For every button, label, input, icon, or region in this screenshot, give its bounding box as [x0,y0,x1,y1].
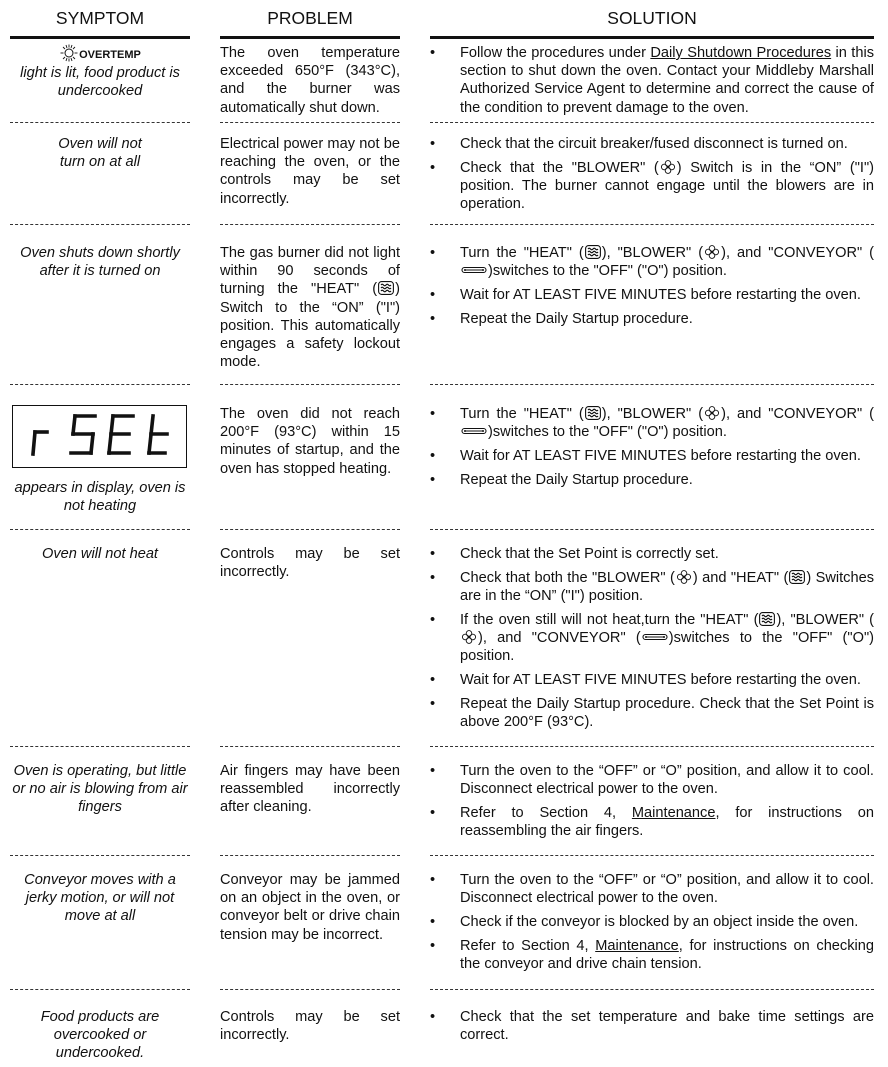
symptom-cell: appears in display, oven is not heating [14,480,186,515]
solution-item: • Check that both the "BLOWER" ( ) and "HEAT" ( ) Switches are in the “ON” ("I") position. [430,569,874,604]
bullet: • [430,914,436,930]
bullet: • [430,245,436,261]
row-divider [430,989,874,990]
problem-cell: Controls may be set incorrectly. [220,1009,400,1044]
symptom-cell [10,44,190,100]
problem-header-rule [220,36,400,39]
overtemp-sun-icon [59,44,79,62]
bullet: • [430,287,436,303]
solution-cell [430,44,874,122]
symptom-cell: Oven will not heat [41,546,158,562]
rset-display-code [13,406,185,466]
row-divider [220,224,400,225]
row-divider [220,989,400,990]
solution-header-rule [430,36,874,39]
problem-cell: The gas burner did not light within 90 seconds of turning the "HEAT" ( ) Switch to the “ON” ("I") position. This automatically engages a safety lockout mode. [220,245,400,371]
solution-cell [430,545,874,737]
heat-icon [759,612,775,626]
problem-cell: The oven temperature exceeded 650°F (343°C), and the burner was automatically shut down. [220,45,400,116]
solution-item: • Wait for AT LEAST FIVE MINUTES before restarting the oven. [430,672,861,688]
bullet: • [430,546,436,562]
row-divider [10,529,190,530]
row-divider [10,122,190,123]
row-divider [10,989,190,990]
solution-item: • Check if the conveyor is blocked by an object inside the oven. [430,914,859,930]
bullet: • [430,1009,436,1025]
solution-cell [430,244,874,334]
solution-item: • Follow the procedures under Daily Shutdown Procedures in this section to shut down the oven. Contact your Middleby Marshall Authorized Service Agent to determine and correct the cause of the condition to prevent damage to the oven. [430,45,874,116]
blower-icon [704,245,720,259]
solution-item: • Refer to Section 4, Maintenance, for instructions on reassembling the air fingers. [430,805,874,840]
conveyor-icon [461,424,487,438]
heat-icon [585,245,601,259]
solution-item: • Check that the circuit breaker/fused disconnect is turned on. [430,136,848,152]
symptom-cell: Food products are overcooked or undercooked. [40,1009,160,1062]
symptom-cell: Oven will not turn on at all [58,136,142,171]
overtemp-label: OVERTEMP [79,49,141,61]
daily-shutdown-link[interactable]: Daily Shutdown Procedures [650,45,832,61]
problem-cell: The oven did not reach 200°F (93°C) within 15 minutes of startup, and the oven has stopped heating. [220,406,400,477]
bullet: • [430,872,436,888]
heat-icon [378,281,394,295]
solution-cell [430,135,874,219]
row-divider [220,122,400,123]
solution-item: • Turn the oven to the “OFF” or “O” position, and allow it to cool. Disconnect electrical power to the oven. [430,763,874,798]
solution-cell [430,762,874,846]
heat-icon [585,406,601,420]
row-divider [10,746,190,747]
solution-item: • Turn the oven to the “OFF” or “O” position, and allow it to cool. Disconnect electrical power to the oven. [430,872,874,907]
bullet: • [430,672,436,688]
symptom-text: light is lit, food product is undercooked [20,65,180,100]
solution-cell [430,405,874,495]
maintenance-link[interactable]: Maintenance [631,805,716,821]
conveyor-icon [642,630,668,644]
bullet: • [430,763,436,779]
bullet: • [430,569,436,586]
row-divider [430,122,874,123]
row-divider [430,224,874,225]
solution-item: • Check that the set temperature and bake time settings are correct. [430,1009,874,1044]
blower-icon [704,406,720,420]
solution-item: • Wait for AT LEAST FIVE MINUTES before restarting the oven. [430,287,861,303]
bullet: • [430,159,436,176]
blower-icon [461,630,477,644]
row-divider [10,384,190,385]
bullet: • [430,805,436,821]
row-divider [430,855,874,856]
row-divider [220,855,400,856]
symptom-cell: Conveyor moves with a jerky motion, or will not move at all [24,872,176,925]
problem-header: PROBLEM [267,8,353,28]
row-divider [220,384,400,385]
solution-item: • Check that the "BLOWER" ( ) Switch is in the “ON” ("I") position. The burner cannot engage until the blowers are in operation. [430,159,874,213]
row-divider [430,384,874,385]
row-divider [10,224,190,225]
bullet: • [430,695,436,712]
bullet: • [430,136,436,152]
solution-item: • Check that the Set Point is correctly set. [430,546,719,562]
row-divider [430,529,874,530]
solution-item: • Repeat the Daily Startup procedure. [430,310,693,327]
problem-cell: Controls may be set incorrectly. [220,546,400,581]
problem-cell: Air fingers may have been reassembled incorrectly after cleaning. [220,763,400,816]
display-panel [12,405,187,468]
overtemp-indicator [10,44,190,64]
solution-item: • Wait for AT LEAST FIVE MINUTES before restarting the oven. [430,448,861,464]
solution-item: • Repeat the Daily Startup procedure. Check that the Set Point is above 200°F (93°C). [430,695,874,730]
bullet: • [430,406,436,422]
solution-cell [430,871,874,979]
row-divider [220,529,400,530]
symptom-cell: Oven is operating, but little or no air is blowing from air fingers [12,763,188,816]
solution-cell [430,1008,874,1050]
solution-item: • Refer to Section 4, Maintenance, for instructions on checking the conveyor and drive chain tension. [430,937,874,972]
symptom-cell: Oven shuts down shortly after it is turned on [20,245,180,280]
heat-icon [789,570,805,584]
solution-item: • Turn the "HEAT" ( ), "BLOWER" ( ), and "CONVEYOR" ()switches to the "OFF" ("O") position. [430,245,875,280]
conveyor-icon [461,263,487,277]
symptom-header: SYMPTOM [55,8,145,28]
bullet: • [430,45,436,61]
bullet: • [430,310,436,327]
solution-item: • Repeat the Daily Startup procedure. [430,471,693,488]
row-divider [220,746,400,747]
row-divider [430,746,874,747]
symptom-header-rule [10,36,190,39]
bullet: • [430,471,436,488]
blower-icon [676,570,692,584]
solution-header: SOLUTION [607,8,697,28]
bullet: • [430,937,436,954]
maintenance-link[interactable]: Maintenance [595,937,679,954]
blower-icon [660,160,676,174]
bullet: • [430,611,436,628]
problem-cell: Electrical power may not be reaching the oven, or the controls may be set incorrectly. [220,136,400,207]
solution-item: • Turn the "HEAT" ( ), "BLOWER" ( ), and "CONVEYOR" ()switches to the "OFF" ("O") position. [430,406,875,441]
problem-cell: Conveyor may be jammed on an object in the oven, or conveyor belt or drive chain tension may be incorrect. [220,872,400,943]
solution-item: • If the oven still will not heat,turn the "HEAT" ( ), "BLOWER" (), and "CONVEYOR" ( )switches to the "OFF" ("O") position. [430,611,874,665]
bullet: • [430,448,436,464]
row-divider [10,855,190,856]
